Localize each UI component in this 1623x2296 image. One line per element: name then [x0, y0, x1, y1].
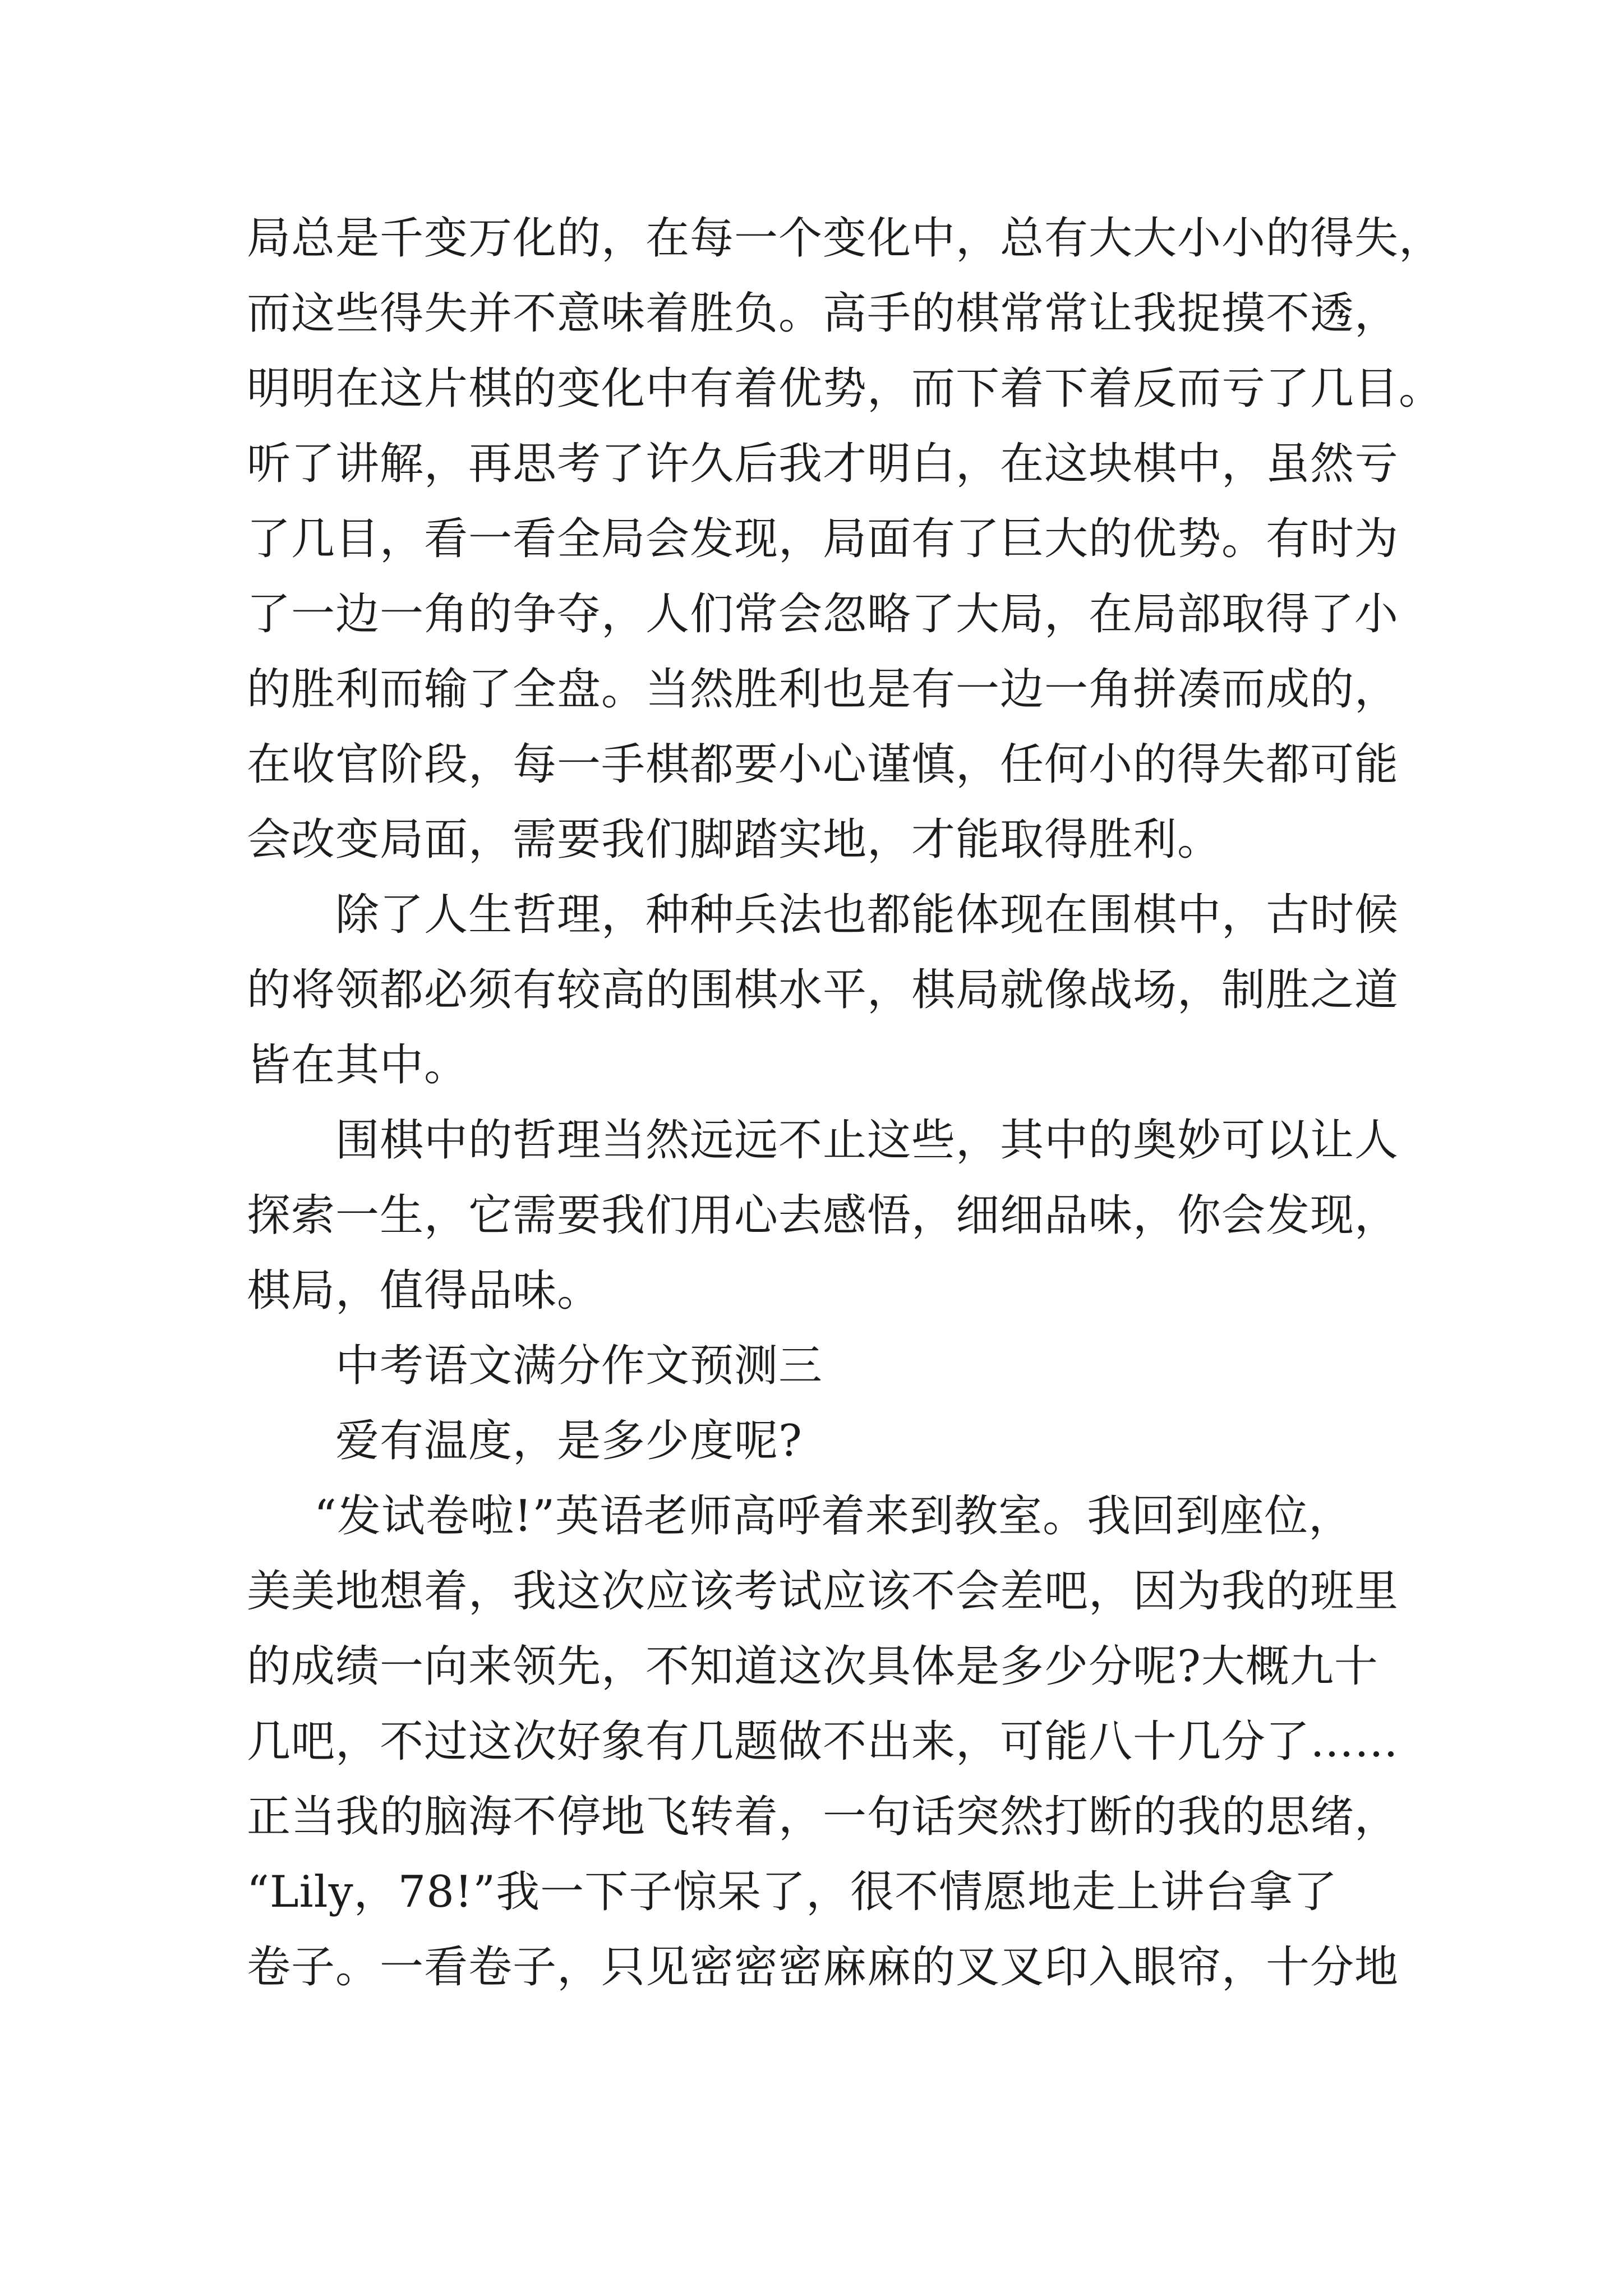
text-line: 的胜利而输了全盘。当然胜利也是有一边一角拼凑而成的，: [247, 664, 1399, 715]
text-line: 正当我的脑海不停地飞转着，一句话突然打断的我的思绪，: [247, 1792, 1399, 1842]
text-line: 会改变局面，需要我们脚踏实地，才能取得胜利。: [247, 815, 1222, 865]
text-line: 探索一生，它需要我们用心去感悟，细细品味，你会发现，: [247, 1190, 1399, 1241]
section-heading: 中考语文满分作文预测三: [335, 1341, 823, 1391]
text-line: 明明在这片棋的变化中有着优势，而下着下着反而亏了几目。: [247, 364, 1444, 414]
paragraph-first-line: 围棋中的哲理当然远远不止这些，其中的奥妙可以让人: [335, 1115, 1399, 1166]
text-line: 皆在其中。: [247, 1040, 469, 1091]
text-line: “Lily，78!”我一下子惊呆了，很不情愿地走上讲台拿了: [247, 1867, 1338, 1917]
text-line: 在收官阶段，每一手棋都要小心谨慎，任何小的得失都可能: [247, 739, 1399, 790]
essay-title: 爱有温度，是多少度呢?: [335, 1416, 803, 1466]
text-line: 美美地想着，我这次应该考试应该不会差吧，因为我的班里: [247, 1566, 1399, 1617]
text-line: 了一边一角的争夺，人们常会忽略了大局，在局部取得了小: [247, 589, 1399, 639]
text-line: 卷子。一看卷子，只见密密密麻麻的叉叉印入眼帘，十分地: [247, 1942, 1399, 1993]
paragraph-first-line: “发试卷啦!”英语老师高呼着来到教室。我回到座位，: [314, 1491, 1353, 1542]
text-line: 的将领都必须有较高的围棋水平，棋局就像战场，制胜之道: [247, 965, 1399, 1015]
text-line: 而这些得失并不意味着胜负。高手的棋常常让我捉摸不透，: [247, 288, 1399, 339]
text-line: 了几目，看一看全局会发现，局面有了巨大的优势。有时为: [247, 514, 1399, 564]
text-line: 的成绩一向来领先，不知道这次具体是多少分呢?大概九十: [247, 1641, 1378, 1692]
text-line: 几吧，不过这次好象有几题做不出来，可能八十几分了……: [247, 1717, 1399, 1767]
paragraph-first-line: 除了人生哲理，种种兵法也都能体现在围棋中，古时候: [335, 890, 1399, 940]
text-line: 棋局，值得品味。: [247, 1266, 602, 1316]
text-line: 听了讲解，再思考了许久后我才明白，在这块棋中，虽然亏: [247, 439, 1399, 489]
text-line: 局总是千变万化的，在每一个变化中，总有大大小小的得失，: [247, 213, 1444, 264]
